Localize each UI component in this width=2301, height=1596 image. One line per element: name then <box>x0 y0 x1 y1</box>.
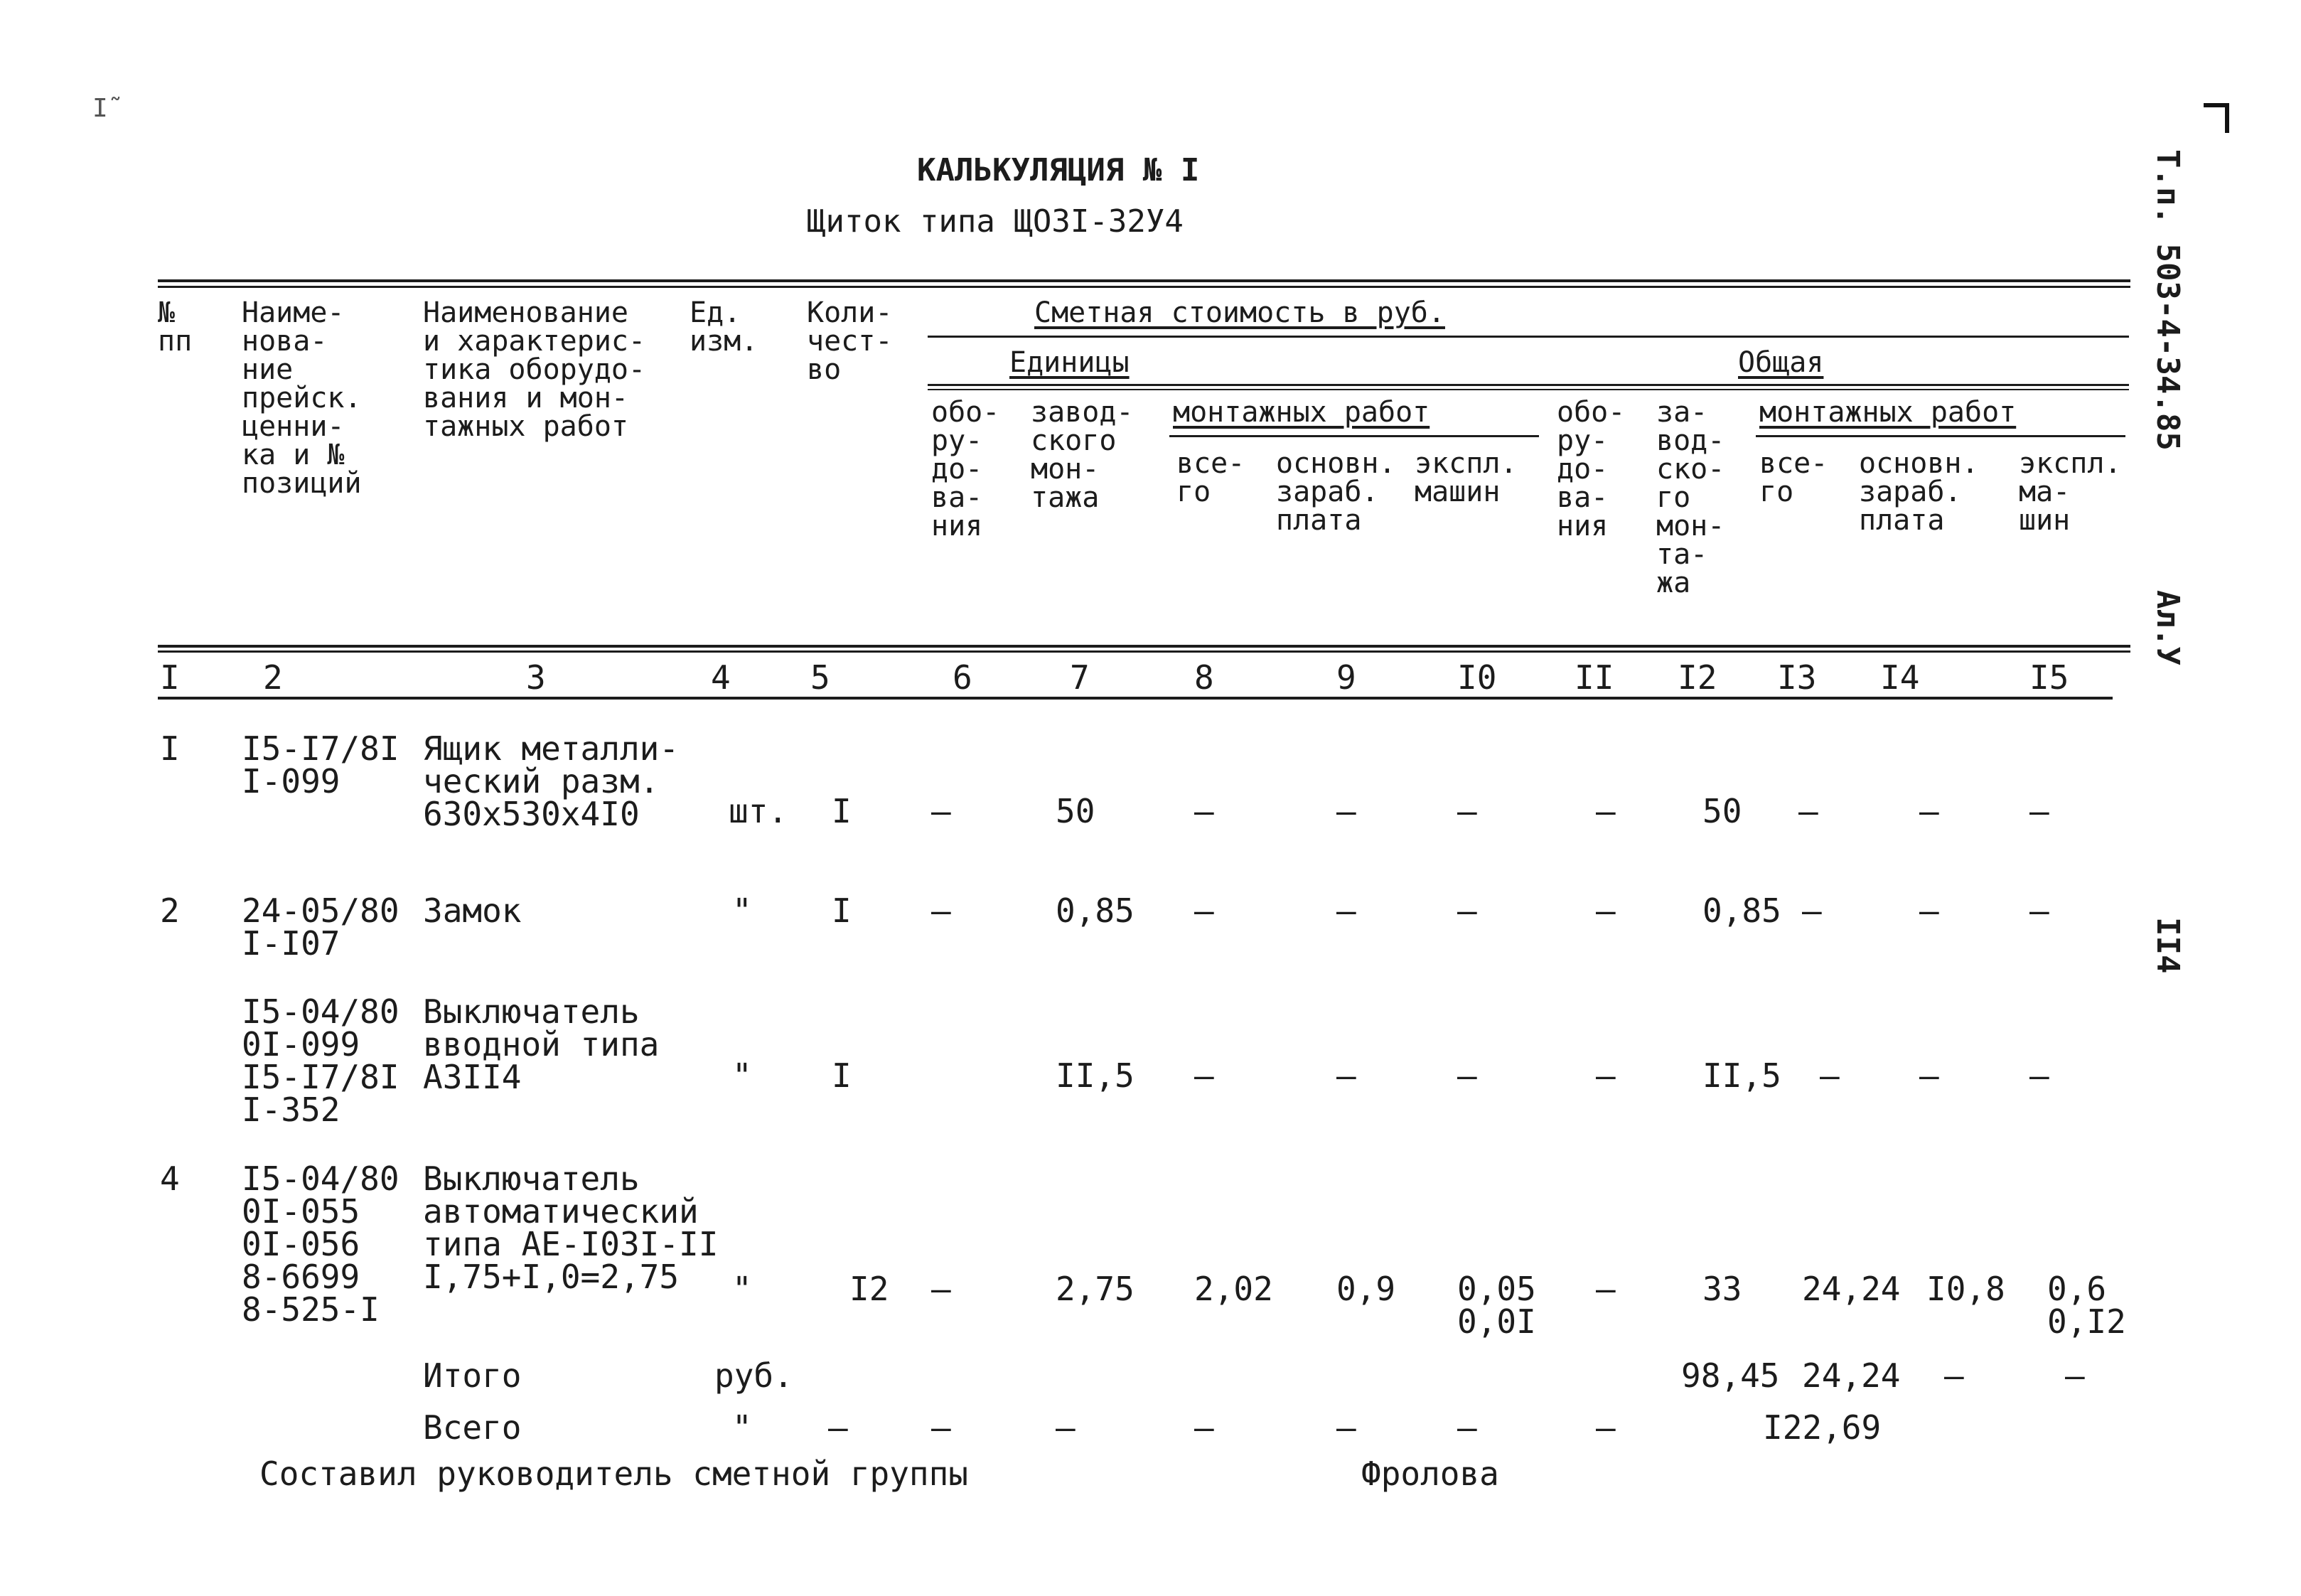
corner-mark: I˜ <box>92 94 124 123</box>
header-unit-mont: монтажных работ <box>1173 396 1430 429</box>
mont-rule-total <box>1756 435 2125 437</box>
vsego-dash-8: – <box>1194 1408 1214 1447</box>
row2-c9: – <box>1336 891 1356 930</box>
col-number-8: 8 <box>1194 658 1214 697</box>
itogo-c15: – <box>2065 1356 2085 1395</box>
row3-c12: II,5 <box>1702 1056 1781 1095</box>
crop-corner <box>2204 103 2229 133</box>
row4-num: 4 <box>160 1159 180 1198</box>
row3-c8: – <box>1194 1056 1214 1095</box>
table-top-rule-2 <box>158 286 2130 288</box>
row1-code: I5-I7/8I I-099 <box>242 729 399 800</box>
header-unit-wage: основн. зараб. плата <box>1276 447 1396 537</box>
row4-c13: 24,24 <box>1802 1270 1901 1308</box>
row4-c9: 0,9 <box>1336 1270 1396 1308</box>
mont-rule-unit <box>1169 435 1539 437</box>
header-total-wage: основн. зараб. плата <box>1859 447 1979 537</box>
col-number-6: 6 <box>953 658 972 697</box>
row4-c12: 33 <box>1702 1270 1742 1308</box>
row1-c15: – <box>2029 792 2049 830</box>
col-number-4: 4 <box>711 658 731 697</box>
row3-c10: – <box>1457 1056 1477 1095</box>
row1-c13: – <box>1798 792 1818 830</box>
row1-c9: – <box>1336 792 1356 830</box>
row2-c6: – <box>931 891 951 930</box>
col-number-11: II <box>1575 658 1614 697</box>
row4-c14: I0,8 <box>1926 1270 2005 1308</box>
row3-c9: – <box>1336 1056 1356 1095</box>
header-col4: Ед. изм. <box>690 296 758 358</box>
header-unit-equip: обо- ру- до- ва- ния <box>931 396 1000 542</box>
row3-c7: II,5 <box>1056 1056 1135 1095</box>
itogo-c14: – <box>1944 1356 1964 1395</box>
row1-c6: – <box>931 792 951 830</box>
row4-c15: 0,6 0,I2 <box>2047 1270 2126 1341</box>
row3-c14: – <box>1919 1056 1939 1095</box>
vsego-value: I22,69 <box>1763 1408 1882 1447</box>
row4-qty: I2 <box>849 1270 889 1308</box>
row4-code: I5-04/80 0I-055 0I-056 8-6699 8-525-I <box>242 1159 399 1329</box>
row2-c11: – <box>1596 891 1616 930</box>
row3-c13: – <box>1820 1056 1840 1095</box>
row2-name: Замок <box>423 891 522 930</box>
header-unit-factory: завод- ского мон- тажа <box>1031 396 1134 514</box>
row2-c15: – <box>2029 891 2049 930</box>
subgroup-rule-2 <box>928 389 2129 390</box>
header-unit-mach: экспл. машин <box>1415 447 1518 508</box>
vsego-dash-5: – <box>828 1408 848 1447</box>
col-number-5: 5 <box>810 658 830 697</box>
side-sheet: Ал.У <box>2150 590 2186 665</box>
vsego-dash-10: – <box>1457 1408 1477 1447</box>
itogo-label: Итого <box>423 1356 522 1395</box>
row3-name: Выключатель вводной типа А3II4 <box>423 992 660 1096</box>
side-code: Т.п. 503-4-34.85 <box>2150 149 2186 451</box>
row1-c12: 50 <box>1702 792 1742 830</box>
vsego-dash-11: – <box>1596 1408 1616 1447</box>
row1-unit: шт. <box>729 792 788 830</box>
row1-qty: I <box>832 792 852 830</box>
row2-c12: 0,85 <box>1702 891 1781 930</box>
row2-c13: – <box>1802 891 1822 930</box>
itogo-unit: руб. <box>714 1356 793 1395</box>
header-total-equip: обо- ру- до- ва- ния <box>1557 396 1626 542</box>
col-number-14: I4 <box>1880 658 1920 697</box>
col-number-9: 9 <box>1336 658 1356 697</box>
col-number-2: 2 <box>263 658 283 697</box>
itogo-c13: 24,24 <box>1802 1356 1901 1395</box>
row3-code: I5-04/80 0I-099 I5-I7/8I I-352 <box>242 992 399 1129</box>
vsego-dash-9: – <box>1336 1408 1356 1447</box>
row4-c11: – <box>1596 1270 1616 1308</box>
col-number-7: 7 <box>1070 658 1090 697</box>
row1-name: Ящик металли- ческий разм. 630х530х4I0 <box>423 729 680 833</box>
document-subtitle: Щиток типа ЩО3I-32У4 <box>807 203 1184 240</box>
row1-c14: – <box>1919 792 1939 830</box>
row3-c11: – <box>1596 1056 1616 1095</box>
row4-c10: 0,05 0,0I <box>1457 1270 1536 1341</box>
document-title: КАЛЬКУЛЯЦИЯ № I <box>917 152 1200 188</box>
header-total-mont: монтажных работ <box>1759 396 2017 429</box>
header-group-main: Сметная стоимость в руб. <box>1034 296 1445 329</box>
row2-c10: – <box>1457 891 1477 930</box>
vsego-label: Всего <box>423 1408 522 1447</box>
col-number-1: I <box>160 658 180 697</box>
vsego-dash-7: – <box>1056 1408 1076 1447</box>
header-total-mach: экспл. ма- шин <box>2019 447 2122 537</box>
header-total-all: все- го <box>1759 447 1828 508</box>
header-group-unit: Единицы <box>1009 346 1130 379</box>
compiled-by: Составил руководитель сметной группы <box>259 1455 968 1493</box>
vsego-unit: " <box>732 1408 752 1447</box>
row2-c14: – <box>1919 891 1939 930</box>
row1-c8: – <box>1194 792 1214 830</box>
row4-c6: – <box>931 1270 951 1308</box>
row2-unit: " <box>732 891 752 930</box>
header-col2: Наиме- нова- ние прейск. ценни- ка и № позиций <box>242 296 362 500</box>
col-number-15: I5 <box>2029 658 2069 697</box>
col-number-10: I0 <box>1457 658 1497 697</box>
row1-c10: – <box>1457 792 1477 830</box>
vsego-dash-6: – <box>931 1408 951 1447</box>
header-unit-all: все- го <box>1176 447 1245 508</box>
itogo-c12: 98,45 <box>1681 1356 1780 1395</box>
header-bottom-rule-2 <box>158 650 2130 653</box>
header-total-factory: за- вод- ско- го мон- та- жа <box>1656 396 1725 599</box>
row2-qty: I <box>832 891 852 930</box>
colnum-bottom-rule <box>158 697 2113 700</box>
row4-name: Выключатель автоматический типа АЕ-I03I-II I,75+I,0=2,75 <box>423 1159 719 1296</box>
col-number-12: I2 <box>1678 658 1717 697</box>
row2-c7: 0,85 <box>1056 891 1135 930</box>
row1-c11: – <box>1596 792 1616 830</box>
header-col1: № пп <box>158 296 193 358</box>
header-col5: Коли- чест- во <box>807 296 893 386</box>
row2-num: 2 <box>160 891 180 930</box>
header-bottom-rule <box>158 645 2130 648</box>
table-top-rule <box>158 279 2130 282</box>
row3-qty: I <box>832 1056 852 1095</box>
row1-num: I <box>160 729 180 768</box>
row3-c15: – <box>2029 1056 2049 1095</box>
row2-code: 24-05/80 I-I07 <box>242 891 399 963</box>
row1-c7: 50 <box>1056 792 1095 830</box>
col-number-3: 3 <box>526 658 546 697</box>
row3-unit: " <box>732 1056 752 1095</box>
row4-c7: 2,75 <box>1056 1270 1135 1308</box>
compiler-name: Фролова <box>1361 1455 1499 1493</box>
subgroup-rule <box>928 384 2129 386</box>
side-page: II4 <box>2150 917 2186 974</box>
row4-c8: 2,02 <box>1194 1270 1273 1308</box>
col-number-13: I3 <box>1777 658 1817 697</box>
group-rule <box>928 336 2129 338</box>
row2-c8: – <box>1194 891 1214 930</box>
header-group-total: Общая <box>1738 346 1824 379</box>
header-col3: Наименование и характерис- тика оборудо- вания и мон- тажных работ <box>423 296 646 443</box>
row4-unit: " <box>732 1270 752 1308</box>
